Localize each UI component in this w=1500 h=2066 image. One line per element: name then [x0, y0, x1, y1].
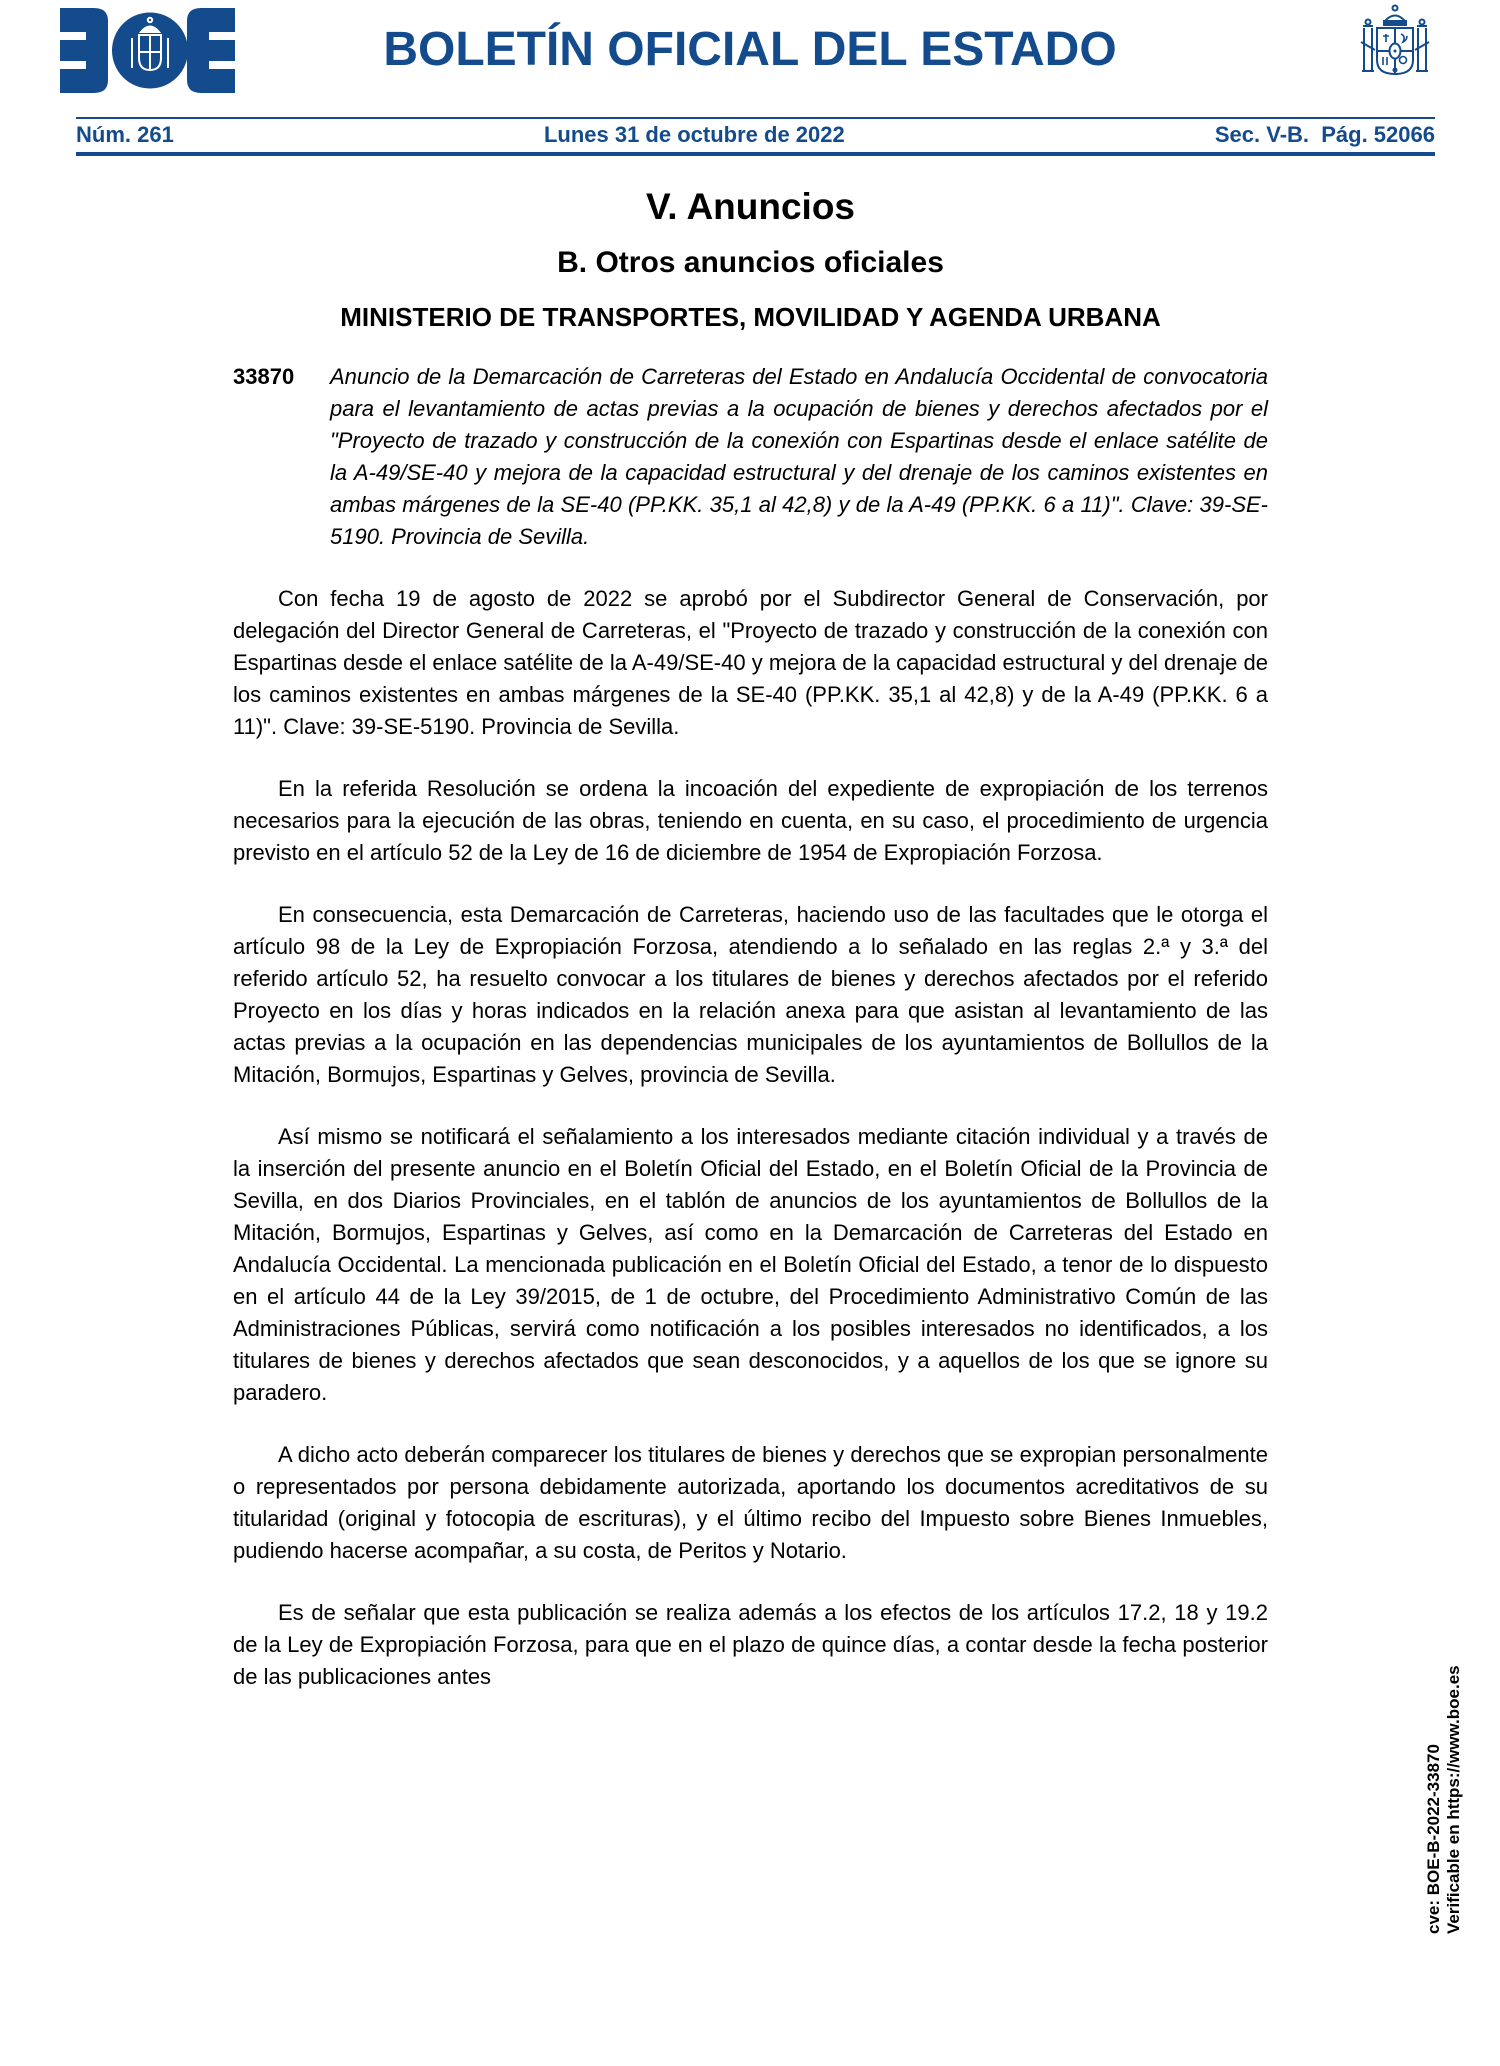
page-title: BOLETÍN OFICIAL DEL ESTADO: [383, 23, 1117, 76]
issue-date: Lunes 31 de octubre de 2022: [543, 122, 845, 147]
header-rule-thin: [76, 117, 1435, 119]
issue-meta-row: [76, 122, 1435, 148]
cve-vertical-block: [1424, 1665, 1464, 1934]
section-heading: V. Anuncios: [645, 186, 856, 227]
cve-verifiable-url: Verificable en https://www.boe.es: [1444, 1665, 1463, 1934]
issue-number: Núm. 261: [76, 122, 174, 147]
document-body: [233, 178, 1268, 1693]
paragraph: En consecuencia, esta Demarcación de Carreteras, haciendo uso de las facultades que le otorga el artículo 98 de la Ley de Expropiación Forzosa, atendiendo a lo señalado en las reglas 2.ª y 3.ª del referido artículo 52, ha resuelto convocar a los titulares de bienes y derechos afectados por el referido Proyecto en los días y horas indicados en la relación anexa para que asistan al levantamiento de las actas previas a la ocupación en las dependencias municipales de los ayuntamientos de Bollullos de la Mitación, Bormujos, Espartinas y Gelves, provincia de Sevilla.: [233, 902, 1268, 1087]
paragraph: En la referida Resolución se ordena la incoación del expediente de expropiación de los terrenos necesarios para la ejecución de las obras, teniendo en cuenta, en su caso, el procedimiento de urgencia previsto en el artículo 52 de la Ley de 16 de diciembre de 1954 de Expropiación Forzosa.: [233, 776, 1268, 865]
paragraph: Con fecha 19 de agosto de 2022 se aprobó por el Subdirector General de Conservación, por delegación del Director General de Carreteras, el "Proyecto de trazado y construcción de la conexión con Espartinas desde el enlace satélite de la A-49/SE-40 y mejora de la capacidad estructural y del drenaje de los caminos existentes en ambas márgenes de la SE-40 (PP.KK. 35,1 al 42,8) y de la A-49 (PP.KK. 6 a 11)". Clave: 39-SE-5190. Provincia de Sevilla.: [233, 586, 1268, 739]
subsection-heading: B. Otros anuncios oficiales: [557, 246, 944, 279]
announcement-summary: Anuncio de la Demarcación de Carreteras del Estado en Andalucía Occidental de convocatoria para el levantamiento de actas previas a la ocupación de bienes y derechos afectados por el "Proyecto de trazado y construcción de la conexión con Espartinas desde el enlace satélite de la A-49/SE-40 y mejora de la capacidad estructural y del drenaje de los caminos existentes en ambas márgenes de la SE-40 (PP.KK. 35,1 al 42,8) y de la A-49 (PP.KK. 6 a 11)". Clave: 39-SE-5190. Provincia de Sevilla.: [330, 364, 1268, 549]
paragraph: Así mismo se notificará el señalamiento a los interesados mediante citación individual y a través de la inserción del presente anuncio en el Boletín Oficial del Estado, en el Boletín Oficial de la Provincia de Sevilla, en dos Diarios Provinciales, en el tablón de anuncios de los ayuntamientos de Bollullos de la Mitación, Bormujos, Espartinas y Gelves, así como en la Demarcación de Carreteras del Estado en Andalucía Occidental. La mencionada publicación en el Boletín Oficial del Estado, a tenor de lo dispuesto en el artículo 44 de la Ley 39/2015, de 1 de octubre, del Procedimiento Administrativo Común de las Administraciones Públicas, servirá como notificación a los posibles interesados no identificados, a los titulares de bienes y derechos afectados que sean desconocidos, y a aquellos de los que se ignore su paradero.: [233, 1124, 1268, 1405]
paragraphs-container: [233, 583, 1268, 1693]
paragraph: Es de señalar que esta publicación se realiza además a los efectos de los artículos 17.2, 18 y 19.2 de la Ley de Expropiación Forzosa, para que en el plazo de quince días, a contar desde la fecha posterior de las publicaciones antes: [233, 1600, 1268, 1689]
announcement-block: [233, 361, 1268, 553]
announcement-number: 33870: [233, 364, 295, 389]
section-page: Sec. V-B. Pág. 52066: [1214, 122, 1435, 147]
header-rule-thick: [76, 152, 1435, 156]
cve-code: cve: BOE-B-2022-33870: [1424, 1744, 1443, 1934]
ministry-heading: MINISTERIO DE TRANSPORTES, MOVILIDAD Y AGENDA URBANA: [340, 302, 1161, 332]
paragraph: A dicho acto deberán comparecer los titulares de bienes y derechos que se expropian personalmente o representados por persona debidamente autorizada, aportando los documentos acreditativos de su titularidad (original y fotocopia de escrituras), y el último recibo del Impuesto sobre Bienes Inmuebles, pudiendo hacerse acompañar, a su costa, de Peritos y Notario.: [233, 1442, 1268, 1563]
spain-coat-of-arms-icon: [1357, 4, 1433, 88]
